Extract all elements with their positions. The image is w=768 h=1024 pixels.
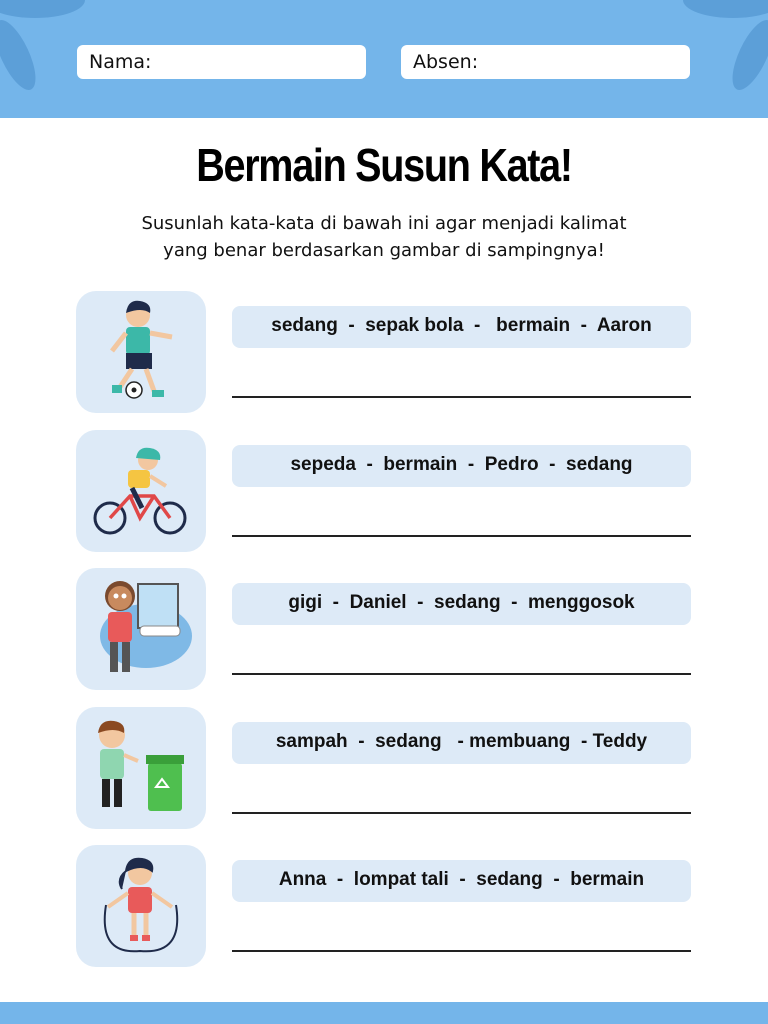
instruction-line-1: Susunlah kata-kata di bawah ini agar menjadi kalimat [141,213,627,234]
boy-riding-bicycle-icon [76,430,206,552]
name-field[interactable] [77,45,366,79]
word-scramble-box: sampah - sedang - membuang - Teddy [232,722,691,764]
exercise-row-1 [0,291,768,415]
header-bar [0,0,768,118]
exercise-row-3 [0,568,768,692]
word-scramble-box: gigi - Daniel - sedang - menggosok [232,583,691,625]
girl-jumping-rope-icon [76,845,206,967]
absen-label: Absen: [413,51,479,73]
boy-playing-football-icon [76,291,206,413]
exercise-row-2 [0,430,768,554]
footer-bar [0,1002,768,1024]
absen-field[interactable] [401,45,690,79]
boy-brushing-teeth-icon [76,568,206,690]
answer-line[interactable] [232,535,691,537]
name-label: Nama: [89,51,152,73]
exercise-row-5 [0,845,768,969]
leaf-decoration-right [678,0,768,118]
instructions [0,210,768,264]
exercise-row-4 [0,707,768,831]
answer-line[interactable] [232,812,691,814]
answer-line[interactable] [232,950,691,952]
answer-line[interactable] [232,396,691,398]
word-scramble-box: sedang - sepak bola - bermain - Aaron [232,306,691,348]
boy-throwing-trash-icon [76,707,206,829]
word-scramble-box: Anna - lompat tali - sedang - bermain [232,860,691,902]
word-scramble-box: sepeda - bermain - Pedro - sedang [232,445,691,487]
instruction-line-2: yang benar berdasarkan gambar di sampingnya! [163,240,605,261]
page-title: Bermain Susun Kata! [196,139,572,191]
answer-line[interactable] [232,673,691,675]
